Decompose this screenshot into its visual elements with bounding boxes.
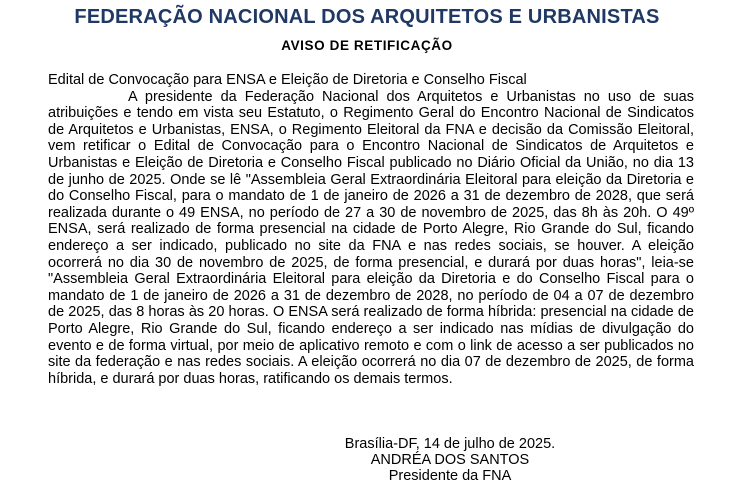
- place-date: Brasília-DF, 14 de julho de 2025.: [344, 436, 556, 452]
- notice-title: AVISO DE RETIFICAÇÃO: [281, 38, 453, 53]
- signatory-name: ANDRÉA DOS SANTOS: [370, 452, 530, 468]
- notice-subject: Edital de Convocação para ENSA e Eleição de Diretoria e Conselho Fiscal: [48, 72, 527, 88]
- signatory-role: Presidente da FNA: [388, 468, 512, 484]
- notice-body: [48, 72, 694, 387]
- notice-paragraph: A presidente da Federação Nacional dos Arquitetos e Urbanistas no uso de suas atribuições e tendo em vista seu Estatuto, o Regimento Geral do Encontro Nacional de Sindicatos de Arquitetos e Urbanistas, ENSA, o Regimento Eleitoral da FNA e decisão da Comissão Eleitoral, vem retificar o Edital de Convocação para o Encontro Nacional de Sindicatos de Arquitetos e Urbanistas e Eleição de Diretoria e Conselho Fiscal publicado no Diário Oficial da União, no dia 13 de junho de 2025. Onde se lê "Assembleia Geral Extraordinária Eleitoral para eleição da Diretoria e do Conselho Fiscal, para o mandato de 1 de janeiro de 2026 a 31 de dezembro de 2028, que será realizada durante o 49 ENSA, no período de 27 a 30 de novembro de 2025, das 8h às 20h. O 49º ENSA, será realizado de forma presencial na cidade de Porto Alegre, Rio Grande do Sul, ficando endereço a ser indicado, publicado no site da FNA e nas redes sociais, se houver. A eleição ocorrerá no dia 30 de novembro de 2025, de forma presencial, e durará por duas horas", leia-se "Assembleia Geral Extraordinária Eleitoral para eleição da Diretoria e do Conselho Fiscal para o mandato de 1 de janeiro de 2026 a 31 de dezembro de 2028, no período de 04 a 07 de dezembro de 2025, das 8 horas às 20 horas. O ENSA será realizado de forma híbrida: presencial na cidade de Porto Alegre, Rio Grande do Sul, ficando endereço a ser indicado nas mídias de divulgação do evento e de forma virtual, por meio de aplicativo remoto e com o link de acesso a ser publicados no site da federação e nas redes sociais. A eleição ocorrerá no dia 07 de dezembro de 2025, de forma híbrida, e durará por duas horas, ratificando os demais termos.: [48, 88, 694, 387]
- organization-title: FEDERAÇÃO NACIONAL DOS ARQUITETOS E URBANISTAS: [74, 6, 660, 28]
- signature-block: [300, 436, 600, 484]
